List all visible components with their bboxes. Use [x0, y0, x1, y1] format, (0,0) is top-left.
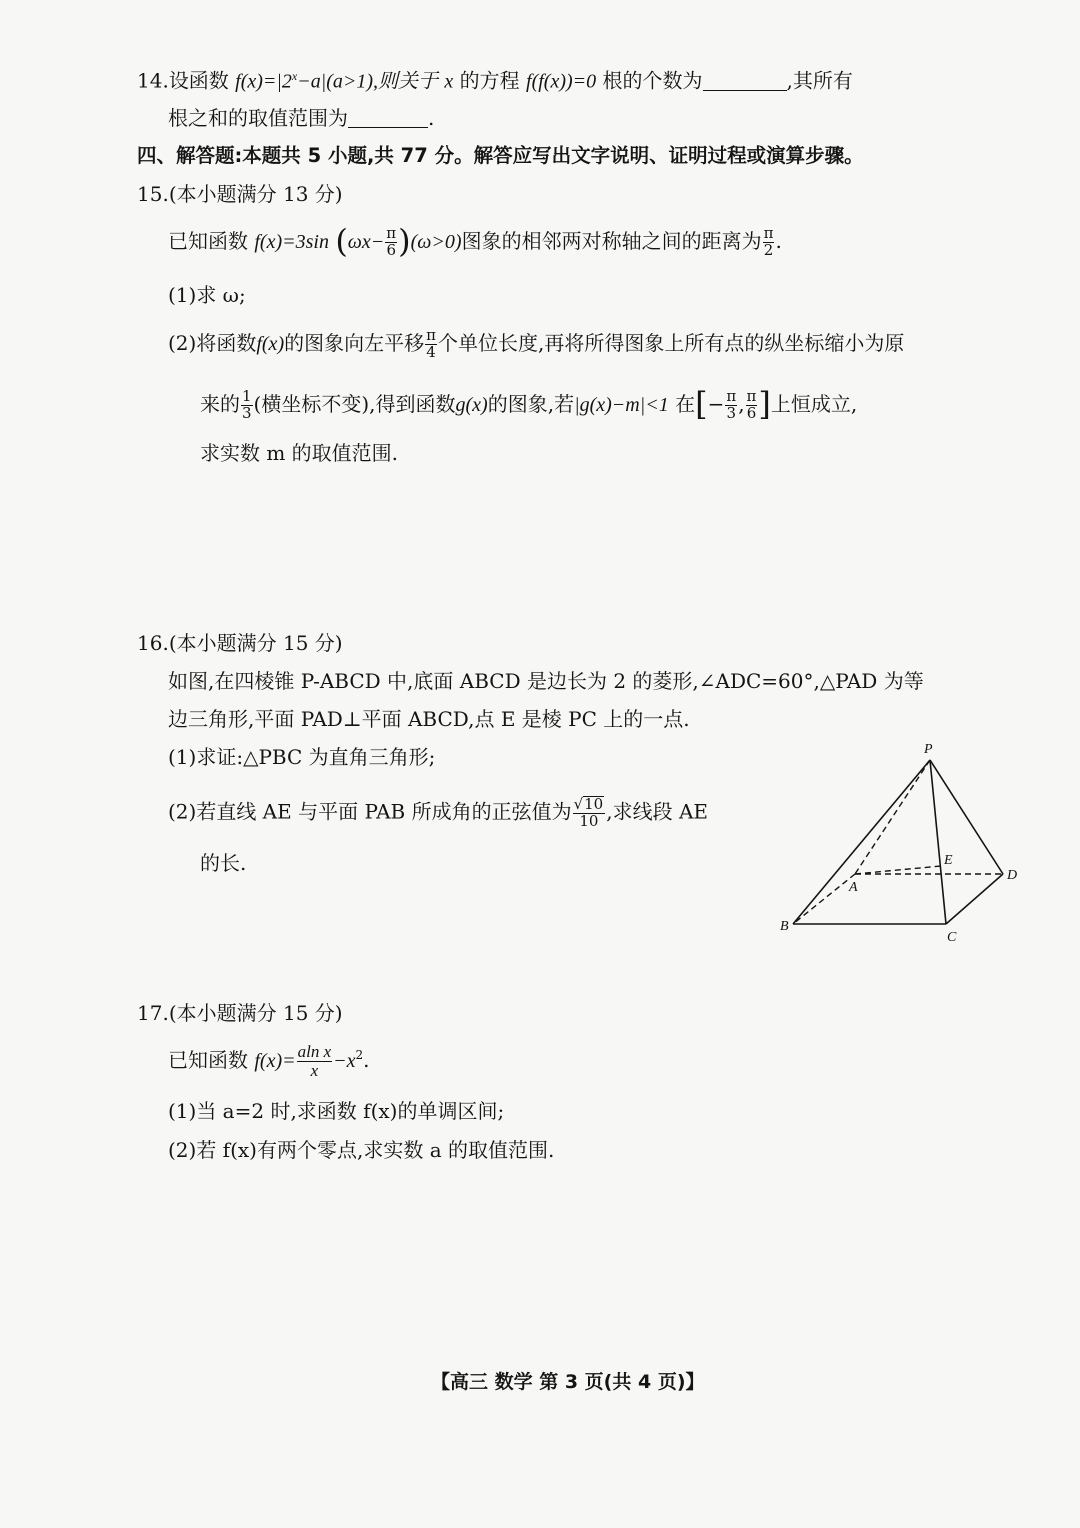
q14-answer-blank-2[interactable]	[348, 127, 428, 128]
q15-part2-line3: 求实数 m 的取值范围.	[200, 441, 399, 465]
q15-frac-pi3: $\frac{\pi}{3}$	[726, 387, 737, 422]
q16-part2-line1	[168, 796, 708, 830]
q15-period: .	[775, 229, 782, 253]
q17-fx: f(x)=	[254, 1049, 296, 1072]
q16-frac-sqrt10: $\frac{√10}{10}$	[573, 795, 604, 830]
q14-condition: −a|(a>1),则关于	[297, 70, 439, 93]
q17-minus-x: −x	[333, 1049, 356, 1072]
q15-stem	[168, 222, 782, 260]
q15-text2: 图象的相邻两对称轴之间的距离为	[461, 229, 762, 253]
q15-part1: (1)求 ω;	[168, 283, 246, 307]
q15-lparen: (	[335, 222, 348, 260]
q15-part2-line1	[168, 328, 904, 361]
q15-minus: −	[707, 392, 725, 416]
section4-title: 四、解答题:本题共 5 小题,共 77 分。解答应写出文字说明、证明过程或演算步骤。	[137, 144, 864, 167]
q17-exponent: 2	[355, 1048, 364, 1063]
q14-function: f(x)=|2	[235, 70, 292, 93]
segment-AE	[855, 866, 941, 874]
q17-score: (本小题满分 15 分)	[168, 1001, 343, 1025]
label-A: A	[849, 880, 858, 895]
q16-part2-line2: 的长.	[200, 851, 247, 875]
q15-frac-pi6: $\frac{\pi}{6}$	[386, 224, 397, 259]
q14-text2: 的方程	[459, 68, 520, 93]
q15-comma: ,	[738, 392, 745, 416]
label-E: E	[944, 853, 953, 868]
q17-number: 17.	[137, 1001, 169, 1025]
q15-function: f(x)=3sin	[254, 231, 329, 253]
edge-AB	[793, 874, 855, 924]
page-footer: 【高三 数学 第 3 页(共 4 页)】	[431, 1371, 705, 1393]
q15-frac-1-3: $\frac{1}{3}$	[242, 387, 252, 422]
q15-frac-pi6b: $\frac{\pi}{6}$	[746, 387, 757, 422]
edge-PA	[855, 760, 930, 874]
q16-header	[137, 633, 343, 653]
q17-period: .	[363, 1047, 370, 1072]
q15-score: (本小题满分 13 分)	[168, 182, 343, 206]
q14-text5: 根之和的取值范围为	[168, 106, 348, 130]
q16-score: (本小题满分 15 分)	[168, 631, 343, 655]
q14-text4: ,其所有	[786, 68, 853, 93]
label-D: D	[1007, 868, 1018, 883]
q14-period: .	[428, 106, 435, 130]
q17-text: 已知函数	[168, 1047, 248, 1072]
q16-p2-text: (2)若直线 AE 与平面 PAB 所成角的正弦值为	[168, 799, 572, 824]
q15-p2l2-text: 来的	[200, 392, 240, 416]
q16-stem-line2: 边三角形,平面 PAD⊥平面 ABCD,点 E 是棱 PC 上的一点.	[168, 707, 690, 731]
q14-line2	[168, 108, 434, 128]
q16-p2-text2: ,求线段 AE	[606, 799, 708, 824]
q15-p2-text2: 的图象向左平移	[284, 330, 425, 355]
q14-exponent: x	[291, 69, 298, 83]
edge-PB	[793, 760, 930, 924]
label-C: C	[947, 930, 957, 945]
pyramid-figure	[775, 738, 1025, 948]
q15-gx: g(x)	[455, 394, 488, 416]
q15-inequality: |g(x)−m|<1	[574, 394, 669, 416]
edge-PC	[930, 760, 946, 924]
q15-frac-pi4: $\frac{\pi}{4}$	[426, 326, 436, 361]
q14-answer-blank-1[interactable]	[703, 90, 787, 91]
q14-line1	[137, 70, 853, 92]
q16-number: 16.	[137, 631, 169, 655]
q14-text: 设函数	[168, 68, 229, 93]
q17-header	[137, 1003, 343, 1023]
edge-PD	[930, 760, 1003, 874]
edge-CD	[946, 874, 1003, 924]
q17-part1: (1)当 a=2 时,求函数 f(x)的单调区间;	[168, 1099, 505, 1123]
q15-p2l2-in: 在	[675, 392, 696, 416]
q15-omega-x: ωx−	[347, 231, 385, 253]
q15-p2-text: (2)将函数	[168, 330, 257, 355]
q15-condition: (ω>0)	[410, 231, 462, 253]
q17-stem	[168, 1043, 370, 1080]
q15-p2-fx: f(x)	[256, 332, 285, 355]
q15-frac-pi2: $\frac{\pi}{2}$	[763, 224, 774, 259]
q15-number: 15.	[137, 182, 169, 206]
q15-rparen: )	[398, 222, 411, 260]
q15-lbracket: [	[695, 385, 708, 423]
q15-p2l2-text3: 的图象,若	[487, 392, 575, 416]
label-B: B	[780, 919, 789, 934]
q14-number: 14.	[137, 68, 169, 93]
q15-p2l2-text2: (横坐标不变),得到函数	[253, 392, 456, 416]
q15-text: 已知函数	[168, 229, 248, 253]
q17-frac: $\frac{\text{aln x}}{x}$	[297, 1042, 332, 1080]
q17-part2: (2)若 f(x)有两个零点,求实数 a 的取值范围.	[168, 1138, 555, 1162]
q14-text3: 根的个数为	[602, 68, 703, 93]
q14-var: x	[444, 70, 454, 93]
label-P: P	[924, 742, 933, 757]
q15-p2-text3: 个单位长度,再将所得图象上所有点的纵坐标缩小为原	[437, 330, 905, 355]
q15-header	[137, 184, 343, 204]
q14-equation: f(f(x))=0	[526, 70, 597, 93]
q15-p2l2-text4: 上恒成立,	[770, 392, 858, 416]
q15-rbracket: ]	[758, 385, 771, 423]
q16-part1: (1)求证:△PBC 为直角三角形;	[168, 745, 436, 769]
q15-part2-line2	[200, 385, 858, 423]
q16-stem-line1: 如图,在四棱锥 P-ABCD 中,底面 ABCD 是边长为 2 的菱形,∠ADC=60°,△PAD 为等	[168, 669, 924, 693]
